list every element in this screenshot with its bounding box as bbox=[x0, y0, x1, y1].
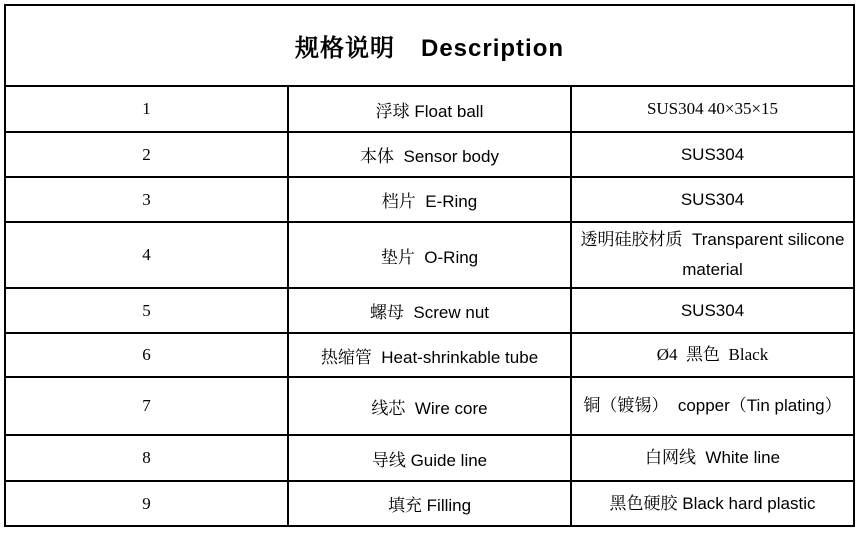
row-number: 9 bbox=[5, 481, 288, 526]
part-spec: 铜（镀锡） copper（Tin plating） bbox=[571, 377, 854, 435]
table-title-row bbox=[5, 5, 854, 86]
row-number: 6 bbox=[5, 333, 288, 377]
part-spec: SUS304 40×35×15 bbox=[571, 86, 854, 132]
part-spec: 透明硅胶材质 Transparent silicone material bbox=[571, 222, 854, 288]
table-title-en: Description bbox=[420, 35, 565, 62]
part-spec: Ø4 黑色 Black bbox=[571, 333, 854, 377]
part-spec: SUS304 bbox=[571, 288, 854, 333]
table-row bbox=[5, 481, 854, 526]
part-spec: 白网线 White line bbox=[571, 435, 854, 481]
part-name: 热缩管 Heat-shrinkable tube bbox=[288, 333, 571, 377]
table-row bbox=[5, 377, 854, 435]
part-spec: SUS304 bbox=[571, 177, 854, 222]
part-name: 档片 E-Ring bbox=[288, 177, 571, 222]
row-number: 2 bbox=[5, 132, 288, 177]
table-row bbox=[5, 288, 854, 333]
table-row bbox=[5, 132, 854, 177]
table-row bbox=[5, 222, 854, 288]
table-row bbox=[5, 177, 854, 222]
part-spec: SUS304 bbox=[571, 132, 854, 177]
row-number: 3 bbox=[5, 177, 288, 222]
table-row bbox=[5, 333, 854, 377]
part-name: 填充 Filling bbox=[288, 481, 571, 526]
part-spec: 黑色硬胶 Black hard plastic bbox=[571, 481, 854, 526]
row-number: 7 bbox=[5, 377, 288, 435]
table-title-zh: 规格说明 bbox=[294, 35, 395, 62]
table-row bbox=[5, 435, 854, 481]
table-title bbox=[5, 5, 854, 86]
part-name: 导线 Guide line bbox=[288, 435, 571, 481]
part-name: 垫片 O-Ring bbox=[288, 222, 571, 288]
row-number: 1 bbox=[5, 86, 288, 132]
table-row bbox=[5, 86, 854, 132]
part-name: 本体 Sensor body bbox=[288, 132, 571, 177]
part-name: 线芯 Wire core bbox=[288, 377, 571, 435]
part-name: 浮球 Float ball bbox=[288, 86, 571, 132]
part-name: 螺母 Screw nut bbox=[288, 288, 571, 333]
row-number: 8 bbox=[5, 435, 288, 481]
spec-table bbox=[4, 4, 855, 527]
row-number: 5 bbox=[5, 288, 288, 333]
row-number: 4 bbox=[5, 222, 288, 288]
